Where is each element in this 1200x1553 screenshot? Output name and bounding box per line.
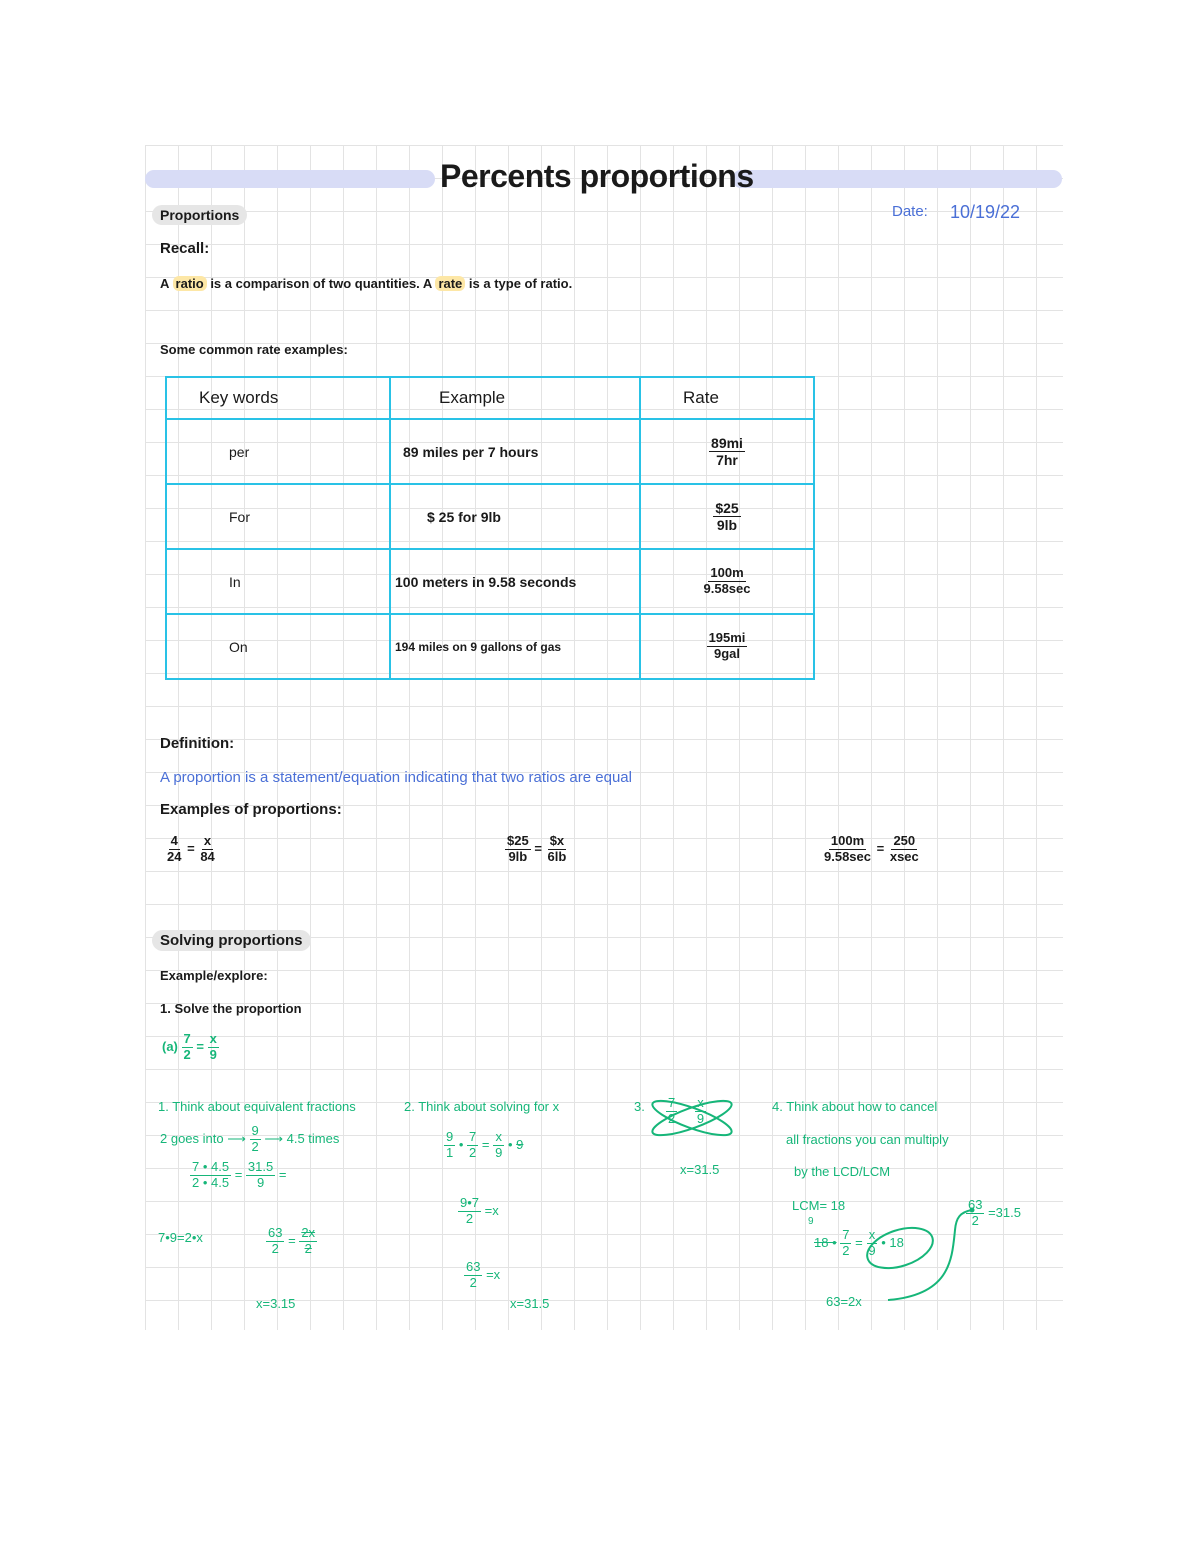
method-3-title: 3. [634, 1099, 645, 1114]
fraction-numerator: 9 [251, 1123, 259, 1138]
equals-sign: = [196, 1038, 204, 1054]
lcm-multiplier: 18 • [814, 1234, 837, 1250]
row-rate [640, 419, 814, 484]
fraction-numerator: x [495, 1129, 502, 1144]
method-1-cross: 7•9=2•x [158, 1230, 203, 1245]
fraction-numerator: 63 [268, 1225, 283, 1240]
fraction-denominator: 2 [183, 1046, 191, 1062]
row-keyword: per [166, 419, 390, 484]
recall-text-part: is a comparison of two quantities. A [206, 276, 436, 291]
title-bar-left [145, 170, 435, 188]
page-title: Percents proportions [440, 158, 754, 194]
highlight-rate: rate [435, 276, 465, 291]
table-row [166, 614, 814, 679]
method-4-lcm: LCM= 18 [792, 1198, 846, 1213]
row-keyword: On [166, 614, 390, 679]
fraction-numerator: x [868, 1227, 876, 1242]
fraction-numerator: 9•7 [460, 1195, 480, 1210]
fraction-denominator: 2 [469, 1144, 477, 1160]
method-4-final [966, 1198, 1021, 1229]
fraction-numerator: 250 [893, 833, 916, 848]
row-rate [640, 549, 814, 614]
fraction-denominator: 84 [200, 848, 215, 864]
problem-equation [162, 1032, 219, 1063]
dot-operator: • [458, 1136, 464, 1152]
problem-label: 1. Solve the proportion [160, 1001, 302, 1016]
equals-sign: = [876, 840, 885, 856]
fraction-numerator: 7 [842, 1227, 850, 1242]
fraction-denominator: 2 [971, 1212, 979, 1228]
method-2-step-3 [464, 1260, 500, 1291]
equation-rhs: =x [486, 1266, 501, 1282]
fraction-denominator: 9.58sec [824, 848, 871, 864]
table-header-row [166, 377, 814, 419]
rate-numerator: 195mi [708, 630, 746, 646]
fraction-numerator: 2x [301, 1225, 316, 1240]
method-4-small-nine: 9 [808, 1216, 814, 1227]
rate-numerator: 89mi [711, 434, 743, 451]
fraction-denominator: 9 [696, 1110, 705, 1126]
fraction-denominator: 9 [495, 1144, 503, 1160]
method-1-title: 1. Think about equivalent fractions [158, 1099, 356, 1114]
method-1-step [160, 1124, 339, 1155]
proportion-examples-label: Examples of proportions: [160, 801, 342, 818]
recall-text [160, 276, 572, 291]
header-rate: Rate [640, 377, 814, 419]
equals-sign: = [855, 1234, 863, 1250]
proportion-example-1 [165, 834, 217, 865]
recall-label: Recall: [160, 240, 210, 257]
recall-text-part: is a type of ratio. [465, 276, 573, 291]
date-value: 10/19/22 [950, 202, 1021, 222]
lcm-multiplier: • 18 [881, 1234, 904, 1250]
table-row [166, 549, 814, 614]
fraction-numerator: $x [549, 833, 565, 848]
fraction-denominator: 2 [469, 1274, 477, 1290]
fraction-denominator: 2 [842, 1242, 850, 1258]
fraction-numerator: 4 [170, 833, 178, 848]
fraction-numerator: x [697, 1095, 704, 1110]
problem-prefix: (a) [162, 1038, 178, 1054]
fraction-denominator: 2 [304, 1240, 312, 1256]
fraction-numerator: x [209, 1031, 217, 1046]
fraction-denominator: 9 [256, 1174, 265, 1190]
section-pill-proportions: Proportions [152, 205, 247, 225]
definition-text: A proportion is a statement/equation indicating that two ratios are equal [160, 769, 632, 786]
rate-denominator: 7hr [716, 452, 738, 468]
fraction-numerator: 9 [446, 1129, 454, 1144]
recall-text-part: A [160, 276, 173, 291]
method-1-answer: x=3.15 [256, 1296, 296, 1311]
cancelled-nine: 9 [516, 1136, 524, 1152]
header-example: Example [390, 377, 640, 419]
title-bar-right [732, 170, 1062, 188]
rate-denominator: 9lb [716, 517, 738, 533]
method-1-text: 2 goes into [160, 1130, 224, 1146]
fraction-numerator: x [203, 833, 212, 848]
fraction-denominator: 2 [251, 1138, 259, 1154]
fraction-denominator: xsec [889, 848, 919, 864]
header-key-words: Key words [166, 377, 390, 419]
table-row [166, 484, 814, 549]
fraction-numerator: $25 [507, 833, 529, 848]
fraction-denominator: 1 [446, 1144, 454, 1160]
proportion-example-3 [822, 834, 921, 865]
method-1-divide [266, 1226, 317, 1257]
rate-examples-table [165, 376, 815, 680]
proportion-example-2 [505, 834, 568, 865]
method-1-equivalent [190, 1160, 286, 1191]
rate-examples-label: Some common rate examples: [160, 342, 348, 357]
method-2-answer: x=31.5 [510, 1296, 550, 1311]
fraction-denominator: 2 • 4.5 [192, 1174, 230, 1190]
row-rate [640, 614, 814, 679]
row-example: $ 25 for 9lb [390, 484, 640, 549]
equals-sign: = [234, 1166, 243, 1182]
equals-sign: = [288, 1232, 296, 1248]
method-4-line-2: all fractions you can multiply [786, 1132, 949, 1147]
fraction-denominator: 9 [868, 1242, 876, 1258]
fraction-numerator: 63 [466, 1259, 481, 1274]
method-1-text: ⟶ 4.5 times [264, 1130, 340, 1146]
method-3-answer: x=31.5 [680, 1162, 720, 1177]
method-4-line-3: by the LCD/LCM [794, 1164, 891, 1179]
fraction-denominator: 2 [465, 1210, 474, 1226]
equals-sign: = [278, 1166, 287, 1182]
highlight-ratio: ratio [173, 276, 207, 291]
row-keyword: For [166, 484, 390, 549]
rate-denominator: 9gal [713, 646, 740, 661]
row-rate [640, 484, 814, 549]
curved-arrow-icon [880, 1200, 980, 1310]
dot-operator: • [507, 1136, 513, 1152]
row-keyword: In [166, 549, 390, 614]
definition-label: Definition: [160, 735, 235, 752]
fraction-numerator: 7 [668, 1095, 676, 1110]
fraction-denominator: 24 [167, 848, 182, 864]
method-2-step-2 [458, 1196, 499, 1227]
cross-multiply-loops-icon [646, 1092, 738, 1144]
fraction-numerator: 31.5 [247, 1159, 274, 1174]
method-4-result: 63=2x [826, 1294, 862, 1309]
explore-label: Example/explore: [160, 968, 268, 983]
fraction-denominator: 6lb [547, 848, 567, 864]
rate-denominator: 9.58sec [703, 581, 751, 596]
fraction-numerator: 63 [968, 1197, 983, 1212]
date-label: Date: [892, 203, 928, 220]
method-2-title: 2. Think about solving for x [404, 1099, 560, 1114]
rate-numerator: $25 [715, 499, 739, 516]
fraction-denominator: 2 [668, 1110, 676, 1126]
table-row [166, 419, 814, 484]
fraction-denominator: 2 [271, 1240, 279, 1256]
equation-rhs: =31.5 [988, 1204, 1021, 1220]
fraction-denominator: 9lb [508, 848, 528, 864]
fraction-denominator: 9 [209, 1046, 217, 1062]
row-example: 194 miles on 9 gallons of gas [390, 614, 640, 679]
arrow-icon: ⟶ [227, 1130, 246, 1146]
equals-sign: = [534, 840, 542, 856]
fraction-numerator: 7 [469, 1129, 477, 1144]
equals-sign: = [481, 1136, 490, 1152]
fraction-numerator: 7 • 4.5 [192, 1159, 230, 1174]
method-4-title: 4. Think about how to cancel [772, 1099, 938, 1114]
method-2-multiply [444, 1130, 523, 1161]
row-example: 89 miles per 7 hours [390, 419, 640, 484]
rate-numerator: 100m [710, 565, 744, 581]
fraction-numerator: 100m [830, 833, 865, 848]
equals-sign: = [187, 840, 195, 856]
fraction-numerator: 7 [183, 1031, 191, 1046]
row-example: 100 meters in 9.58 seconds [390, 549, 640, 614]
equation-rhs: =x [484, 1202, 499, 1218]
section-pill-solving: Solving proportions [152, 930, 311, 951]
